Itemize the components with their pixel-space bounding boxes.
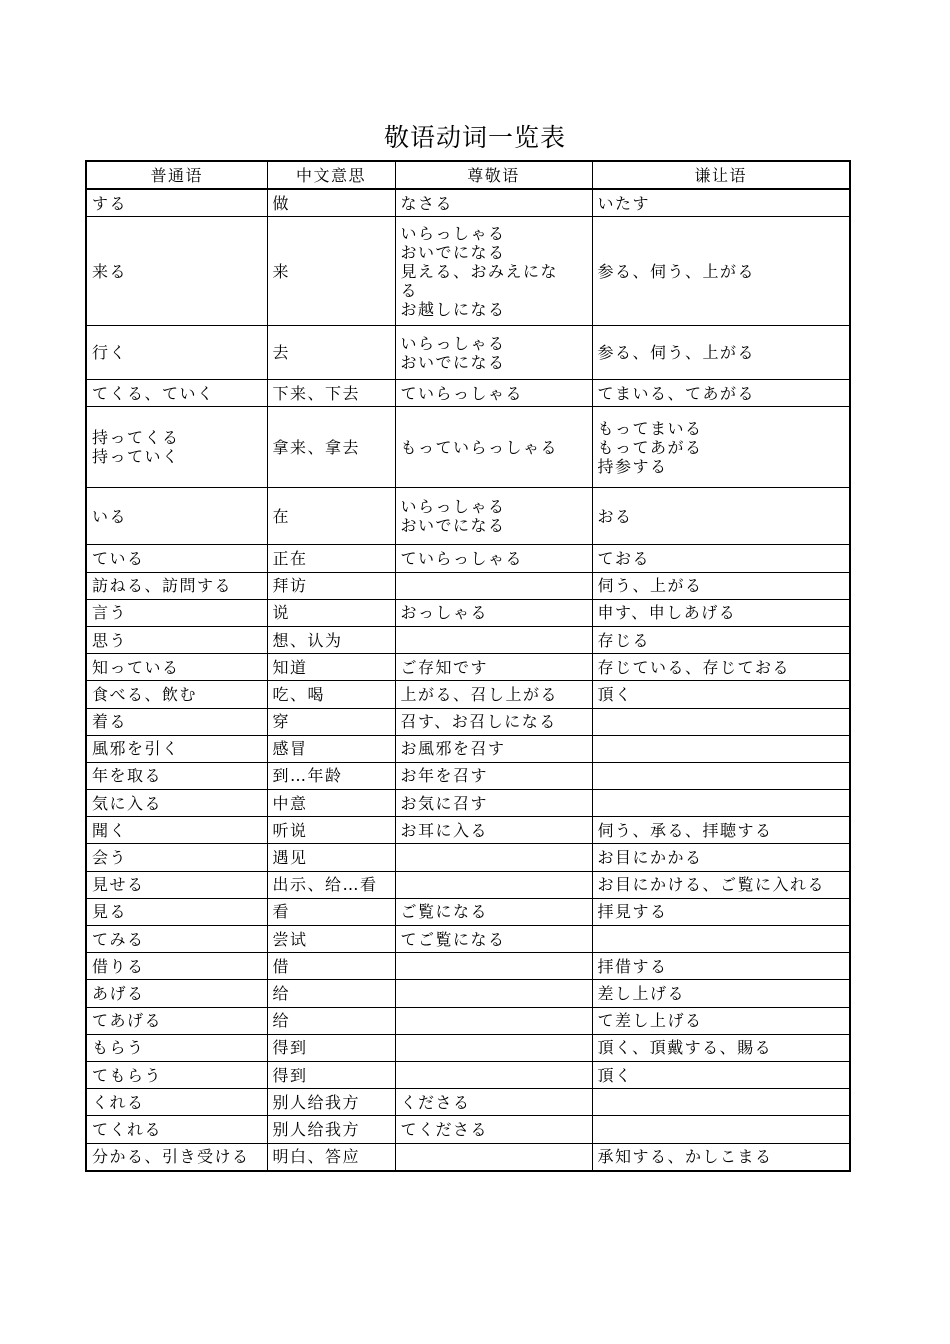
plain-cell: 行く — [86, 326, 267, 380]
plain-cell: 見る — [86, 898, 267, 925]
table-row — [86, 926, 850, 953]
respectful-cell: てご覧になる — [395, 926, 592, 953]
keigo-verb-table — [85, 160, 851, 1172]
table-row — [86, 1061, 850, 1088]
respectful-cell: いらっしゃる おいでになる 見える、おみえにな る お越しになる — [395, 217, 592, 326]
respectful-cell: ていらっしゃる — [395, 545, 592, 572]
plain-cell: 訪ねる、訪問する — [86, 572, 267, 599]
humble-cell — [592, 790, 850, 817]
respectful-cell: ていらっしゃる — [395, 380, 592, 407]
table-row — [86, 407, 850, 488]
table-row — [86, 1007, 850, 1034]
plain-cell: 風邪を引く — [86, 735, 267, 762]
plain-cell: する — [86, 189, 267, 217]
chinese-cell: 看 — [267, 898, 395, 925]
chinese-cell: 别人给我方 — [267, 1116, 395, 1143]
chinese-cell: 到…年龄 — [267, 762, 395, 789]
humble-cell: 頂く — [592, 1061, 850, 1088]
respectful-cell: てくださる — [395, 1116, 592, 1143]
header-respectful: 尊敬语 — [395, 161, 592, 189]
humble-cell: お目にかかる — [592, 844, 850, 871]
table-row — [86, 844, 850, 871]
chinese-cell: 感冒 — [267, 735, 395, 762]
humble-cell: 伺う、上がる — [592, 572, 850, 599]
plain-cell: てもらう — [86, 1061, 267, 1088]
humble-cell: 頂く — [592, 681, 850, 708]
table-row — [86, 380, 850, 407]
chinese-cell: 正在 — [267, 545, 395, 572]
respectful-cell — [395, 871, 592, 898]
respectful-cell — [395, 1143, 592, 1171]
table-row — [86, 681, 850, 708]
respectful-cell — [395, 626, 592, 653]
respectful-cell: くださる — [395, 1089, 592, 1116]
table-row — [86, 189, 850, 217]
chinese-cell: 来 — [267, 217, 395, 326]
chinese-cell: 想、认为 — [267, 626, 395, 653]
humble-cell: 参る、伺う、上がる — [592, 217, 850, 326]
plain-cell: 気に入る — [86, 790, 267, 817]
humble-cell: 申す、申しあげる — [592, 599, 850, 626]
plain-cell: 思う — [86, 626, 267, 653]
plain-cell: 分かる、引き受ける — [86, 1143, 267, 1171]
respectful-cell: もっていらっしゃる — [395, 407, 592, 488]
table-header-row — [86, 161, 850, 189]
table-row — [86, 898, 850, 925]
respectful-cell: お年を召す — [395, 762, 592, 789]
table-row — [86, 817, 850, 844]
plain-cell: 来る — [86, 217, 267, 326]
plain-cell: ている — [86, 545, 267, 572]
plain-cell: てくれる — [86, 1116, 267, 1143]
respectful-cell: ご覧になる — [395, 898, 592, 925]
plain-cell: 食べる、飲む — [86, 681, 267, 708]
table-row — [86, 1089, 850, 1116]
chinese-cell: 遇见 — [267, 844, 395, 871]
table-row — [86, 1034, 850, 1061]
respectful-cell — [395, 1061, 592, 1088]
humble-cell: もってまいる もってあがる 持参する — [592, 407, 850, 488]
humble-cell: 伺う、承る、拝聴する — [592, 817, 850, 844]
chinese-cell: 得到 — [267, 1061, 395, 1088]
humble-cell — [592, 1116, 850, 1143]
plain-cell: 借りる — [86, 953, 267, 980]
chinese-cell: 给 — [267, 980, 395, 1007]
table-row — [86, 326, 850, 380]
chinese-cell: 得到 — [267, 1034, 395, 1061]
plain-cell: いる — [86, 488, 267, 545]
humble-cell: て差し上げる — [592, 1007, 850, 1034]
plain-cell: 着る — [86, 708, 267, 735]
humble-cell: 差し上げる — [592, 980, 850, 1007]
respectful-cell: ご存知です — [395, 654, 592, 681]
humble-cell: 頂く、頂戴する、賜る — [592, 1034, 850, 1061]
respectful-cell: 上がる、召し上がる — [395, 681, 592, 708]
table-row — [86, 871, 850, 898]
table-row — [86, 599, 850, 626]
table-row — [86, 1143, 850, 1171]
chinese-cell: 去 — [267, 326, 395, 380]
chinese-cell: 拜访 — [267, 572, 395, 599]
chinese-cell: 吃、喝 — [267, 681, 395, 708]
humble-cell: いたす — [592, 189, 850, 217]
respectful-cell: いらっしゃる おいでになる — [395, 326, 592, 380]
respectful-cell: なさる — [395, 189, 592, 217]
humble-cell: お目にかける、ご覧に入れる — [592, 871, 850, 898]
table-row — [86, 762, 850, 789]
plain-cell: くれる — [86, 1089, 267, 1116]
table-row — [86, 980, 850, 1007]
plain-cell: 持ってくる 持っていく — [86, 407, 267, 488]
chinese-cell: 中意 — [267, 790, 395, 817]
humble-cell: 拝借する — [592, 953, 850, 980]
table-row — [86, 953, 850, 980]
header-chinese: 中文意思 — [267, 161, 395, 189]
humble-cell: 参る、伺う、上がる — [592, 326, 850, 380]
header-plain: 普通语 — [86, 161, 267, 189]
plain-cell: 知っている — [86, 654, 267, 681]
respectful-cell — [395, 844, 592, 871]
plain-cell: 言う — [86, 599, 267, 626]
chinese-cell: 听说 — [267, 817, 395, 844]
header-humble: 谦让语 — [592, 161, 850, 189]
plain-cell: てみる — [86, 926, 267, 953]
humble-cell — [592, 735, 850, 762]
humble-cell — [592, 762, 850, 789]
plain-cell: あげる — [86, 980, 267, 1007]
respectful-cell: 召す、お召しになる — [395, 708, 592, 735]
respectful-cell — [395, 572, 592, 599]
plain-cell: てくる、ていく — [86, 380, 267, 407]
table-body — [86, 189, 850, 1171]
humble-cell: 拝見する — [592, 898, 850, 925]
chinese-cell: 别人给我方 — [267, 1089, 395, 1116]
humble-cell: 存じる — [592, 626, 850, 653]
chinese-cell: 借 — [267, 953, 395, 980]
table-row — [86, 790, 850, 817]
humble-cell — [592, 708, 850, 735]
respectful-cell — [395, 1034, 592, 1061]
table-row — [86, 488, 850, 545]
chinese-cell: 下来、下去 — [267, 380, 395, 407]
table-row — [86, 545, 850, 572]
humble-cell: てまいる、てあがる — [592, 380, 850, 407]
chinese-cell: 拿来、拿去 — [267, 407, 395, 488]
chinese-cell: 尝试 — [267, 926, 395, 953]
chinese-cell: 穿 — [267, 708, 395, 735]
respectful-cell: いらっしゃる おいでになる — [395, 488, 592, 545]
table-row — [86, 735, 850, 762]
chinese-cell: 出示、给…看 — [267, 871, 395, 898]
plain-cell: もらう — [86, 1034, 267, 1061]
table-row — [86, 708, 850, 735]
plain-cell: 会う — [86, 844, 267, 871]
respectful-cell: お風邪を召す — [395, 735, 592, 762]
humble-cell: おる — [592, 488, 850, 545]
humble-cell — [592, 926, 850, 953]
humble-cell — [592, 1089, 850, 1116]
respectful-cell — [395, 1007, 592, 1034]
respectful-cell — [395, 980, 592, 1007]
chinese-cell: 做 — [267, 189, 395, 217]
chinese-cell: 给 — [267, 1007, 395, 1034]
respectful-cell: お気に召す — [395, 790, 592, 817]
plain-cell: てあげる — [86, 1007, 267, 1034]
plain-cell: 年を取る — [86, 762, 267, 789]
respectful-cell: お耳に入る — [395, 817, 592, 844]
chinese-cell: 知道 — [267, 654, 395, 681]
plain-cell: 聞く — [86, 817, 267, 844]
chinese-cell: 在 — [267, 488, 395, 545]
plain-cell: 見せる — [86, 871, 267, 898]
chinese-cell: 明白、答应 — [267, 1143, 395, 1171]
page-title: 敬语动词一览表 — [383, 123, 566, 152]
humble-cell: ておる — [592, 545, 850, 572]
respectful-cell: おっしゃる — [395, 599, 592, 626]
table-row — [86, 572, 850, 599]
humble-cell: 存じている、存じておる — [592, 654, 850, 681]
humble-cell: 承知する、かしこまる — [592, 1143, 850, 1171]
table-row — [86, 626, 850, 653]
chinese-cell: 说 — [267, 599, 395, 626]
table-row — [86, 654, 850, 681]
table-row — [86, 217, 850, 326]
respectful-cell — [395, 953, 592, 980]
table-row — [86, 1116, 850, 1143]
